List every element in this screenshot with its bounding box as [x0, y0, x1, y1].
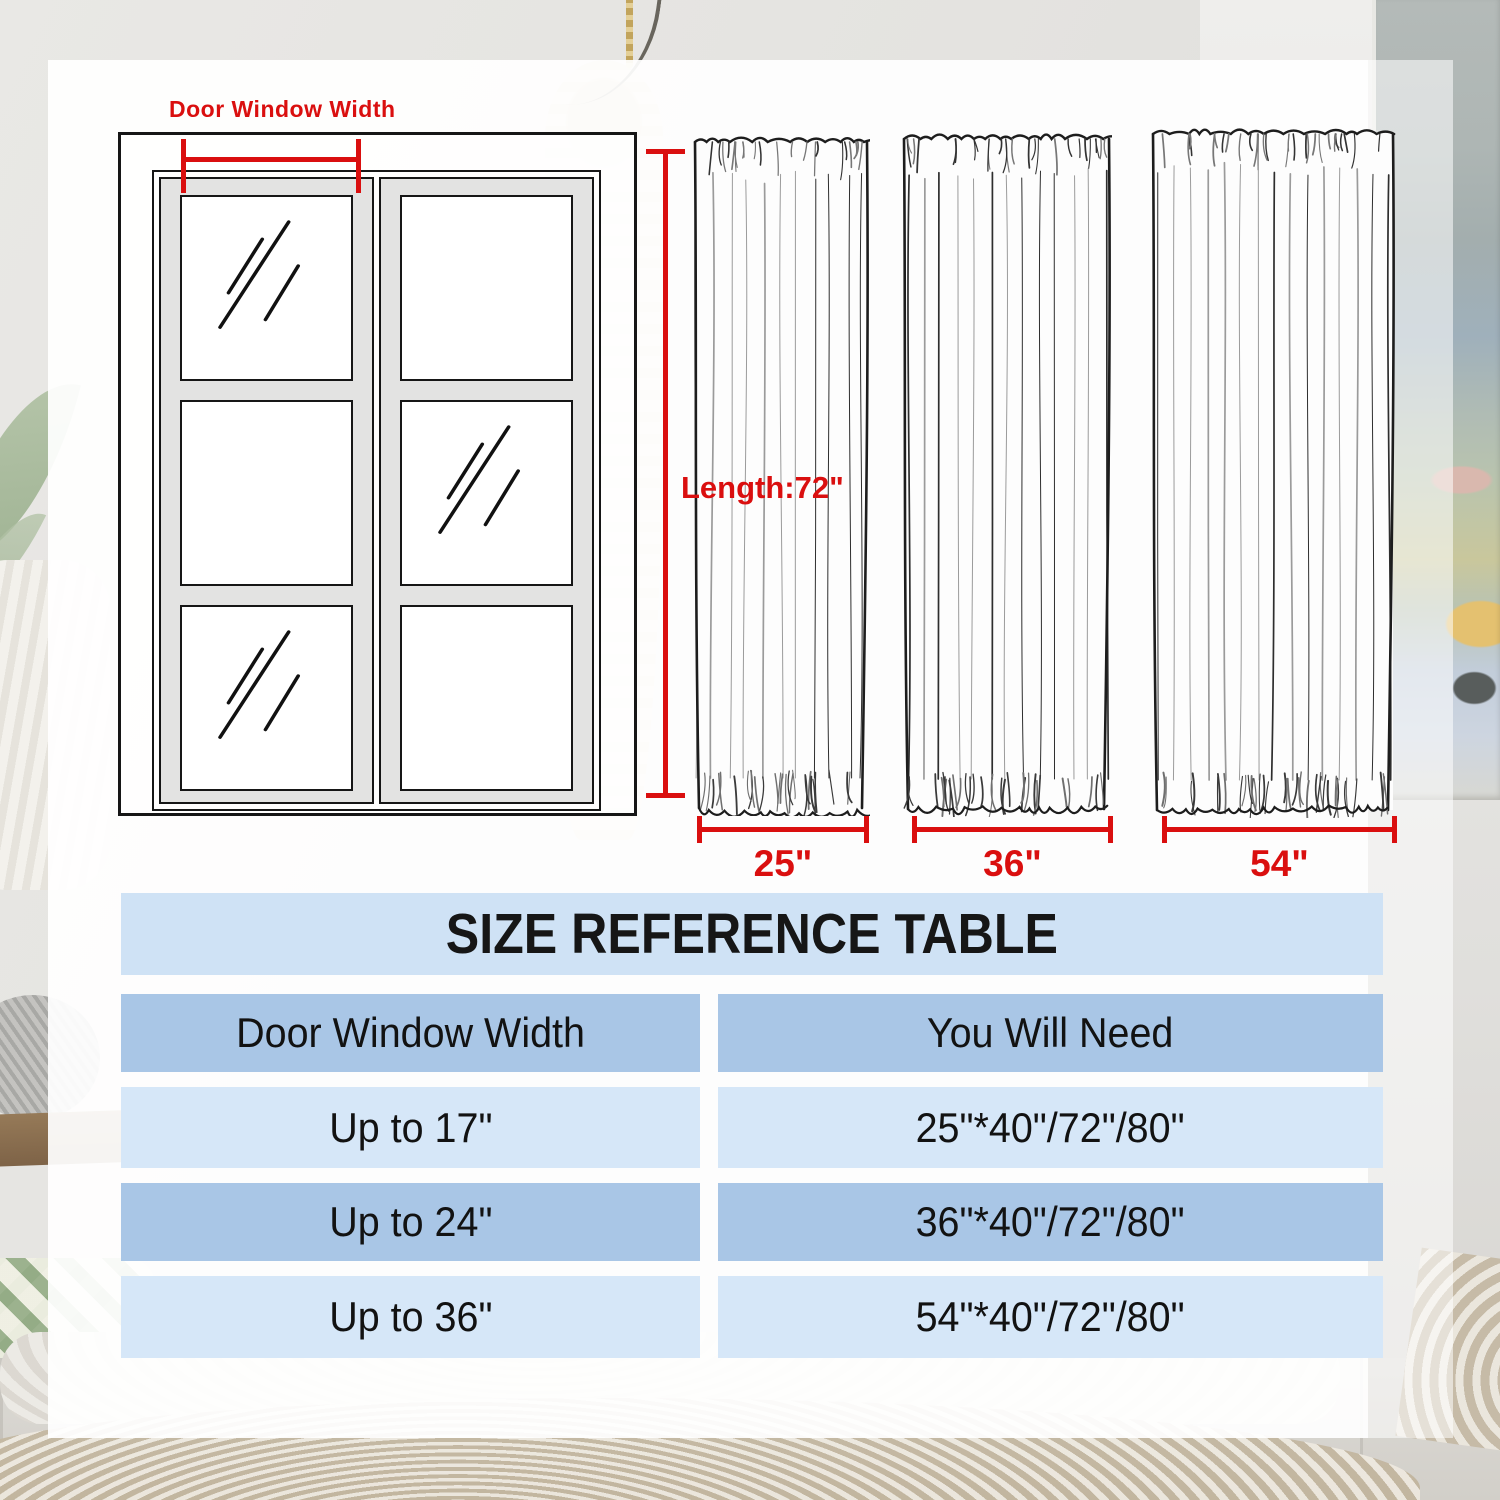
curtain-panel-illustration-54in [1150, 125, 1396, 818]
curtain-width-label-25: 25" [753, 843, 813, 884]
door-pane [180, 605, 353, 791]
table-row [121, 1276, 1383, 1358]
length-label: Length:72" [681, 470, 844, 505]
table-cell-door-window-width: Up to 17" [121, 1087, 700, 1168]
door-diagram [118, 132, 637, 816]
width-dimension-line-54 [1162, 816, 1397, 843]
table-row [121, 1183, 1383, 1261]
width-dimension-line-25 [697, 816, 869, 843]
table-cell-you-will-need: 36"*40"/72"/80" [718, 1183, 1383, 1261]
curtain-width-label-36: 36" [983, 843, 1042, 884]
table-row [121, 1087, 1383, 1168]
length-dimension-cap [646, 793, 685, 798]
door-pane [180, 195, 353, 381]
table-header-you-will-need: You Will Need [718, 994, 1383, 1072]
door-width-dimension-line [181, 139, 361, 193]
glass-shine-icon [402, 402, 571, 584]
table-cell-door-window-width: Up to 24" [121, 1183, 700, 1261]
door-inner-frame [152, 170, 601, 811]
door-leaf-right [379, 177, 594, 804]
curtain-width-label-54: 54" [1250, 843, 1309, 884]
door-pane [180, 400, 353, 586]
door-pane [400, 195, 573, 381]
door-window-width-label: Door Window Width [169, 96, 396, 122]
table-cell-door-window-width: Up to 36" [121, 1276, 700, 1358]
table-title: SIZE REFERENCE TABLE [445, 902, 1059, 966]
glass-shine-icon [182, 197, 351, 379]
size-reference-table [121, 893, 1383, 1358]
table-cell-you-will-need: 25"*40"/72"/80" [718, 1087, 1383, 1168]
table-title-row [121, 893, 1383, 975]
glass-shine-icon [182, 607, 351, 789]
length-dimension-line [663, 151, 668, 797]
door-pane [400, 605, 573, 791]
table-cell-you-will-need: 54"*40"/72"/80" [718, 1276, 1383, 1358]
table-header-door-window-width: Door Window Width [121, 994, 700, 1072]
table-header-row [121, 994, 1383, 1072]
door-pane [400, 400, 573, 586]
door-leaf-left [159, 177, 374, 804]
width-dimension-line-36 [912, 816, 1113, 843]
curtain-panel-illustration-36in [901, 130, 1112, 817]
